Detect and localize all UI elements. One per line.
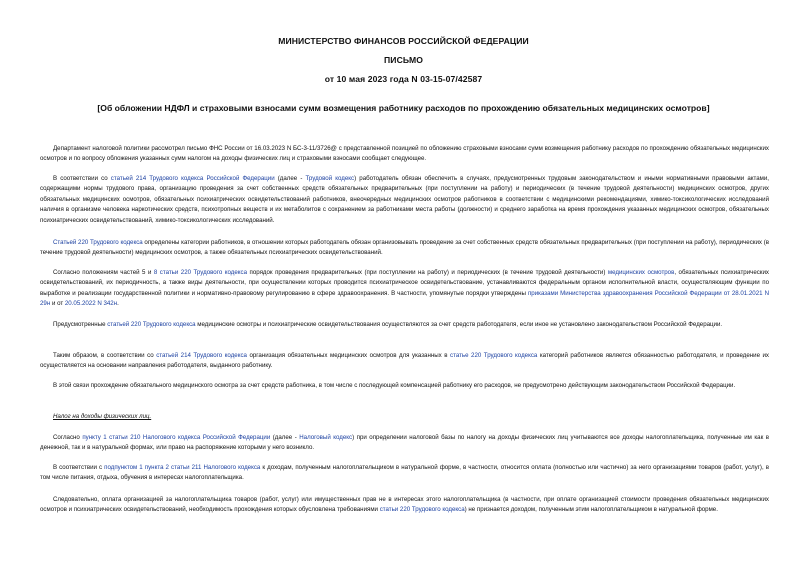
- paragraph-1: [40, 144, 769, 165]
- paragraph-text: ) при определении налоговой базы по налогу на доходы физических лиц учитываются все доходы налогоплательщика, полученные им как в денежной, так и в натуральной формах, или право на распоряжение которыми у него возникло.: [40, 434, 770, 452]
- paragraph-text: Согласно положениям частей 5 и: [53, 269, 154, 276]
- link-article-220-labor-code[interactable]: Статьей 220 Трудового кодекса: [53, 239, 143, 246]
- link-tax-code[interactable]: Налоговый кодекс: [299, 434, 353, 441]
- paragraph-text: Департамент налоговой политики рассмотрел письмо ФНС России от 16.03.2023 N БС-3-11/3726@ с представленной позицией по обложению страховыми взносами сумм возмещения работнику расходов по прохождению обязательных медицинских осмотров и по вопросу обложения указанных сумм налогом на доходы физических лиц и страховыми взносами сообщает следующее.: [40, 145, 769, 163]
- paragraph-text: порядок проведения предварительных (при поступлении на работу) и периодических (в течение трудовой деятельности): [247, 269, 608, 276]
- paragraph-text: В соответствии с: [53, 464, 105, 471]
- section-subheading: Налог на доходы физических лиц.: [53, 413, 152, 420]
- paragraph-10: [40, 495, 769, 516]
- link-order-29n[interactable]: приказами Министерства здравоохранения Российской Федерации от 28.01.2021 N 29н: [40, 289, 770, 308]
- paragraph-text: Предусмотренные: [53, 321, 108, 328]
- paragraph-text: (далее -: [270, 434, 300, 441]
- paragraph-text: ) не признается доходом, полученным этим налогоплательщиком в натуральной форме.: [464, 506, 718, 514]
- paragraph-text: В соответствии со: [53, 175, 111, 182]
- paragraph-text: Таким образом, в соответствии со: [53, 352, 157, 359]
- paragraph-5: [40, 320, 769, 330]
- link-part-8-article-220[interactable]: 8 статьи 220 Трудового кодекса: [153, 269, 248, 276]
- paragraph-6: [40, 351, 769, 372]
- paragraph-text: к доходам, полученным налогоплательщиком в натуральной форме, в частности, относится оплата (полностью или частично) за него организациями товаров (работ, услуг), в том числе питания, отдыха, обучения в интересах налогоплательщика.: [40, 464, 769, 482]
- paragraph-text: и от: [50, 300, 65, 308]
- paragraph-text: (далее -: [274, 175, 306, 182]
- link-article-211-tax-code[interactable]: подпунктом 1 пункта 2 статьи 211 Налогового кодекса: [104, 464, 261, 471]
- link-article-210-tax-code[interactable]: пункту 1 статьи 210 Налогового кодекса Российской Федерации: [82, 434, 271, 441]
- document-type: ПИСЬМО: [384, 55, 423, 65]
- link-article-220-labor-code[interactable]: статье 220 Трудового кодекса: [450, 352, 538, 359]
- link-labor-code[interactable]: Трудовой кодекс: [305, 175, 355, 182]
- paragraph-text: организация обязательных медицинских осмотров для указанных в: [246, 352, 451, 359]
- link-article-220-labor-code[interactable]: статьей 220 Трудового кодекса: [107, 321, 196, 328]
- paragraph-text: Следовательно, оплата организацией за налогоплательщика товаров (работ, услуг) или имущественных прав не в интересах этого налогоплательщика (в частности, при оплате организацией стоимости проведения обязательных медицинских осмотров и психиатрических освидетельствований, необходимость прохождения которых обусловлена требованиями: [40, 496, 769, 514]
- paragraph-text: медицинские осмотры и психиатрические освидетельствования осуществляются за счет средств работодателя, если иное не установлено законодательством Российской Федерации.: [195, 321, 723, 328]
- document-title: [Об обложении НДФЛ и страховыми взносами сумм возмещения работнику расходов по прохождению обязательных медицинских осмотров]: [97, 103, 710, 113]
- paragraph-text: , обязательных психиатрических освидетельствований, их периодичность, а также виды деятельности, при осуществлении которых проводится психиатрическое освидетельствование, устанавливаются федеральным органом исполнительной власти, осуществляющим функции по выработке и реализации государственной политики и нормативно-правовому регулированию в сфере здравоохранения. В частности, упомянутые порядки утверждены: [40, 269, 769, 297]
- paragraph-text: ) работодатель обязан обеспечить в случаях, предусмотренных трудовым законодательством и иными нормативными правовыми актами, содержащими нормы трудового права, организацию проведения за счет собственных средств обязательных предварительных (при поступлении на работу) и периодических (в течение трудовой деятельности) медицинских осмотров, других обязательных медицинских осмотров, обязательных психиатрических освидетельствований работников, внеочередных медицинских осмотров работников в соответствии с медицинскими рекомендациями, химико-токсикологических исследований наличия в организме человека наркотических средств, психотропных веществ и их метаболитов с сохранением за работниками места работы (должности) и среднего заработка на время прохождения указанных медицинских осмотров, обязательных психиатрических освидетельствований, химико-токсикологических исследований.: [40, 175, 770, 224]
- paragraph-2: [40, 174, 769, 226]
- paragraph-4: [40, 268, 769, 310]
- link-article-214-labor-code[interactable]: статьей 214 Трудового кодекса Российской Федерации: [110, 175, 275, 182]
- paragraph-text: определены категории работников, в отношении которых работодатель обязан организовывать проведение за счет собственных средств обязательных предварительных (при поступлении на работу), периодических (в течение трудовой деятельности) медицинских осмотров, а также обязательных психиатрических освидетельствований.: [40, 239, 769, 257]
- paragraph-text: Согласно: [53, 434, 83, 441]
- link-article-214-labor-code[interactable]: статьей 214 Трудового кодекса: [156, 352, 247, 359]
- paragraph-9: [40, 463, 769, 484]
- link-article-220-labor-code[interactable]: статьи 220 Трудового кодекса: [379, 506, 465, 514]
- paragraph-8: [40, 433, 769, 454]
- paragraph-3: [40, 238, 769, 259]
- link-order-342n[interactable]: 20.05.2022 N 342н: [64, 300, 118, 308]
- ministry-heading: МИНИСТЕРСТВО ФИНАНСОВ РОССИЙСКОЙ ФЕДЕРАЦИИ: [278, 36, 529, 46]
- paragraph-text: В этой связи прохождение обязательного медицинского осмотра за счет средств работника, в том числе с последующей компенсацией работнику его расходов, не предусмотрено действующим законодательством Российской Федерации.: [53, 382, 736, 389]
- link-medical-examinations[interactable]: медицинских осмотров: [607, 269, 675, 276]
- document-date-number: от 10 мая 2023 года N 03-15-07/42587: [324, 74, 483, 84]
- paragraph-7: [40, 381, 769, 391]
- paragraph-text: категорий работников является обязанностью работодателя, и проведение их осуществляется на основании направления работодателя, выданного работнику.: [40, 352, 769, 370]
- paragraph-text: .: [117, 300, 119, 308]
